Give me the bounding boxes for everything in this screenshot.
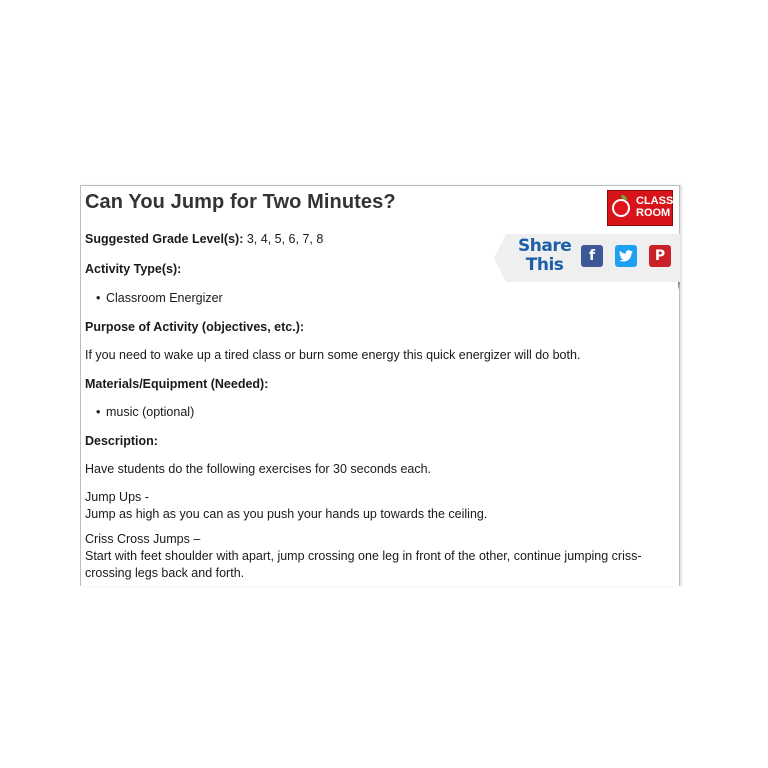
list-item: • Classroom Energizer: [106, 290, 223, 306]
share-line2: This: [525, 255, 564, 275]
exercise-criss-cross: [85, 531, 677, 582]
logo-line2: ROOM: [636, 207, 671, 219]
list-item: • music (optional): [106, 404, 194, 420]
grade-level-value: 3, 4, 5, 6, 7, 8: [243, 232, 324, 246]
exercise-name: Jump Ups -: [85, 490, 149, 504]
exercise-jump-ups: [85, 489, 677, 523]
purpose-text: If you need to wake up a tired class or burn some energy this quick energizer will do both.: [85, 348, 581, 362]
materials-label: Materials/Equipment (Needed):: [85, 377, 269, 391]
exercise-name: Criss Cross Jumps –: [85, 532, 201, 546]
twitter-icon: [619, 250, 633, 262]
logo-line1: CLASS: [636, 195, 674, 207]
description-label: Description:: [85, 434, 158, 448]
facebook-share-button[interactable]: [581, 245, 603, 267]
description-intro: Have students do the following exercises for 30 seconds each.: [85, 462, 432, 476]
activity-type-label: Activity Type(s):: [85, 262, 182, 276]
page-title: Can You Jump for Two Minutes?: [85, 191, 396, 213]
twitter-share-button[interactable]: [615, 245, 637, 267]
exercise-text: Jump as high as you can as you push your hands up towards the ceiling.: [85, 507, 488, 521]
facebook-icon: f: [588, 248, 596, 264]
grade-level-line: [85, 231, 323, 247]
purpose-label: Purpose of Activity (objectives, etc.):: [85, 320, 305, 334]
share-line1: Share: [518, 236, 572, 256]
pinterest-share-button[interactable]: [649, 245, 671, 267]
share-panel-fold: [678, 282, 680, 290]
exercise-text: Start with feet shoulder with apart, jump crossing one leg in front of the other, continue jumping criss-crossing legs back and forth.: [85, 549, 642, 580]
apple-icon: [612, 199, 630, 217]
classroom-logo[interactable]: [607, 190, 673, 226]
pinterest-icon: P: [654, 248, 666, 264]
grade-level-label: Suggested Grade Level(s):: [85, 232, 244, 246]
share-this-label: [518, 237, 571, 275]
